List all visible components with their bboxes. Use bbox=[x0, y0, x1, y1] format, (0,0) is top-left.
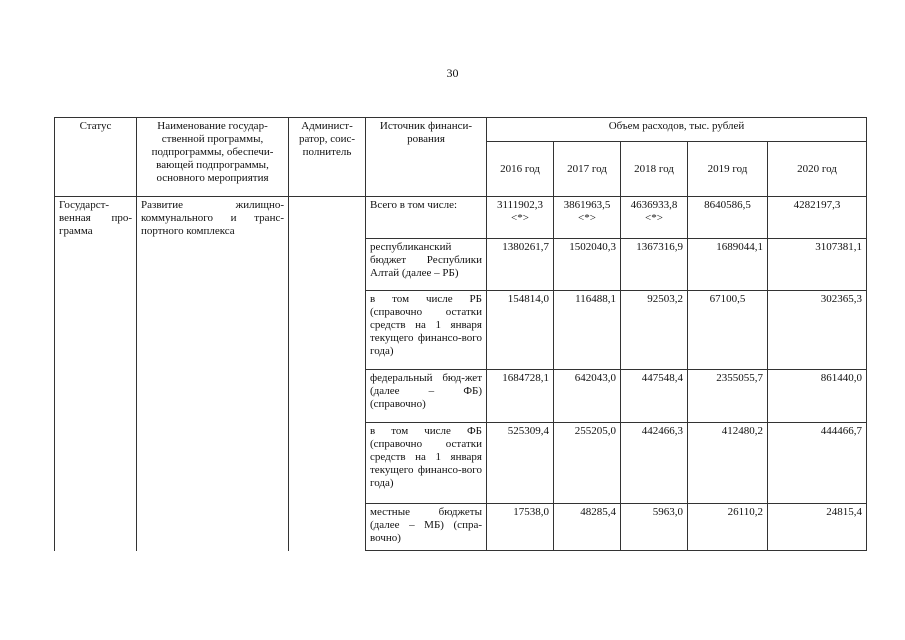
value-cell: 5963,0 bbox=[621, 504, 688, 551]
funding-source: в том числе ФБ (справочно остатки средств на 1 января текущего финансо-вого года) bbox=[366, 423, 487, 504]
funding-source: республиканский бюджет Республики Алтай (далее – РБ) bbox=[366, 239, 487, 291]
value-cell: 154814,0 bbox=[487, 291, 554, 370]
value-cell: 255205,0 bbox=[554, 423, 621, 504]
header-name: Наименование государ-ственной программы, подпрограммы, обеспечи-вающей подпрограммы, основного мероприятия bbox=[137, 118, 289, 197]
table-row bbox=[55, 197, 867, 239]
value-cell: 642043,0 bbox=[554, 370, 621, 423]
funding-source: местные бюджеты (далее – МБ) (спра-вочно) bbox=[366, 504, 487, 551]
value-cell: 861440,0 bbox=[768, 370, 867, 423]
funding-source: в том числе РБ (справочно остатки средств на 1 января текущего финансо-вого года) bbox=[366, 291, 487, 370]
value-cell: 1684728,1 bbox=[487, 370, 554, 423]
value-cell: 412480,2 bbox=[688, 423, 768, 504]
value-cell: 26110,2 bbox=[688, 504, 768, 551]
value-cell: 1380261,7 bbox=[487, 239, 554, 291]
budget-table bbox=[54, 117, 867, 551]
value-cell: 3111902,3 <*> bbox=[487, 197, 554, 239]
value-cell: 8640586,5 bbox=[688, 197, 768, 239]
value-cell: 4282197,3 bbox=[768, 197, 867, 239]
value-cell: 1502040,3 bbox=[554, 239, 621, 291]
value-cell: 4636933,8 <*> bbox=[621, 197, 688, 239]
program-admin bbox=[289, 197, 366, 551]
value-cell: 24815,4 bbox=[768, 504, 867, 551]
value-cell: 67100,5 bbox=[688, 291, 768, 370]
value-cell: 92503,2 bbox=[621, 291, 688, 370]
header-year: 2016 год bbox=[487, 142, 554, 197]
header-status: Статус bbox=[55, 118, 137, 197]
value-cell: 48285,4 bbox=[554, 504, 621, 551]
value-cell: 1367316,9 bbox=[621, 239, 688, 291]
program-name: Развитие жилищно-коммунального и транс-портного комплекса bbox=[137, 197, 289, 551]
value-cell: 525309,4 bbox=[487, 423, 554, 504]
value-cell: 302365,3 bbox=[768, 291, 867, 370]
funding-source: Всего в том числе: bbox=[366, 197, 487, 239]
value-cell: 447548,4 bbox=[621, 370, 688, 423]
header-year: 2017 год bbox=[554, 142, 621, 197]
value-cell: 442466,3 bbox=[621, 423, 688, 504]
value-cell: 116488,1 bbox=[554, 291, 621, 370]
program-status: Государст-венная про-грамма bbox=[55, 197, 137, 551]
funding-source: федеральный бюд-жет (далее – ФБ) (справочно) bbox=[366, 370, 487, 423]
value-cell: 3107381,1 bbox=[768, 239, 867, 291]
value-cell: 2355055,7 bbox=[688, 370, 768, 423]
value-cell: 3861963,5 <*> bbox=[554, 197, 621, 239]
header-admin: Админист-ратор, соис-полнитель bbox=[289, 118, 366, 197]
header-year: 2019 год bbox=[688, 142, 768, 197]
value-cell: 1689044,1 bbox=[688, 239, 768, 291]
value-cell: 17538,0 bbox=[487, 504, 554, 551]
page-number: 30 bbox=[446, 66, 459, 80]
header-volume: Объем расходов, тыс. рублей bbox=[487, 118, 867, 142]
header-source: Источник финанси-рования bbox=[366, 118, 487, 197]
header-year: 2020 год bbox=[768, 142, 867, 197]
value-cell: 444466,7 bbox=[768, 423, 867, 504]
header-year: 2018 год bbox=[621, 142, 688, 197]
